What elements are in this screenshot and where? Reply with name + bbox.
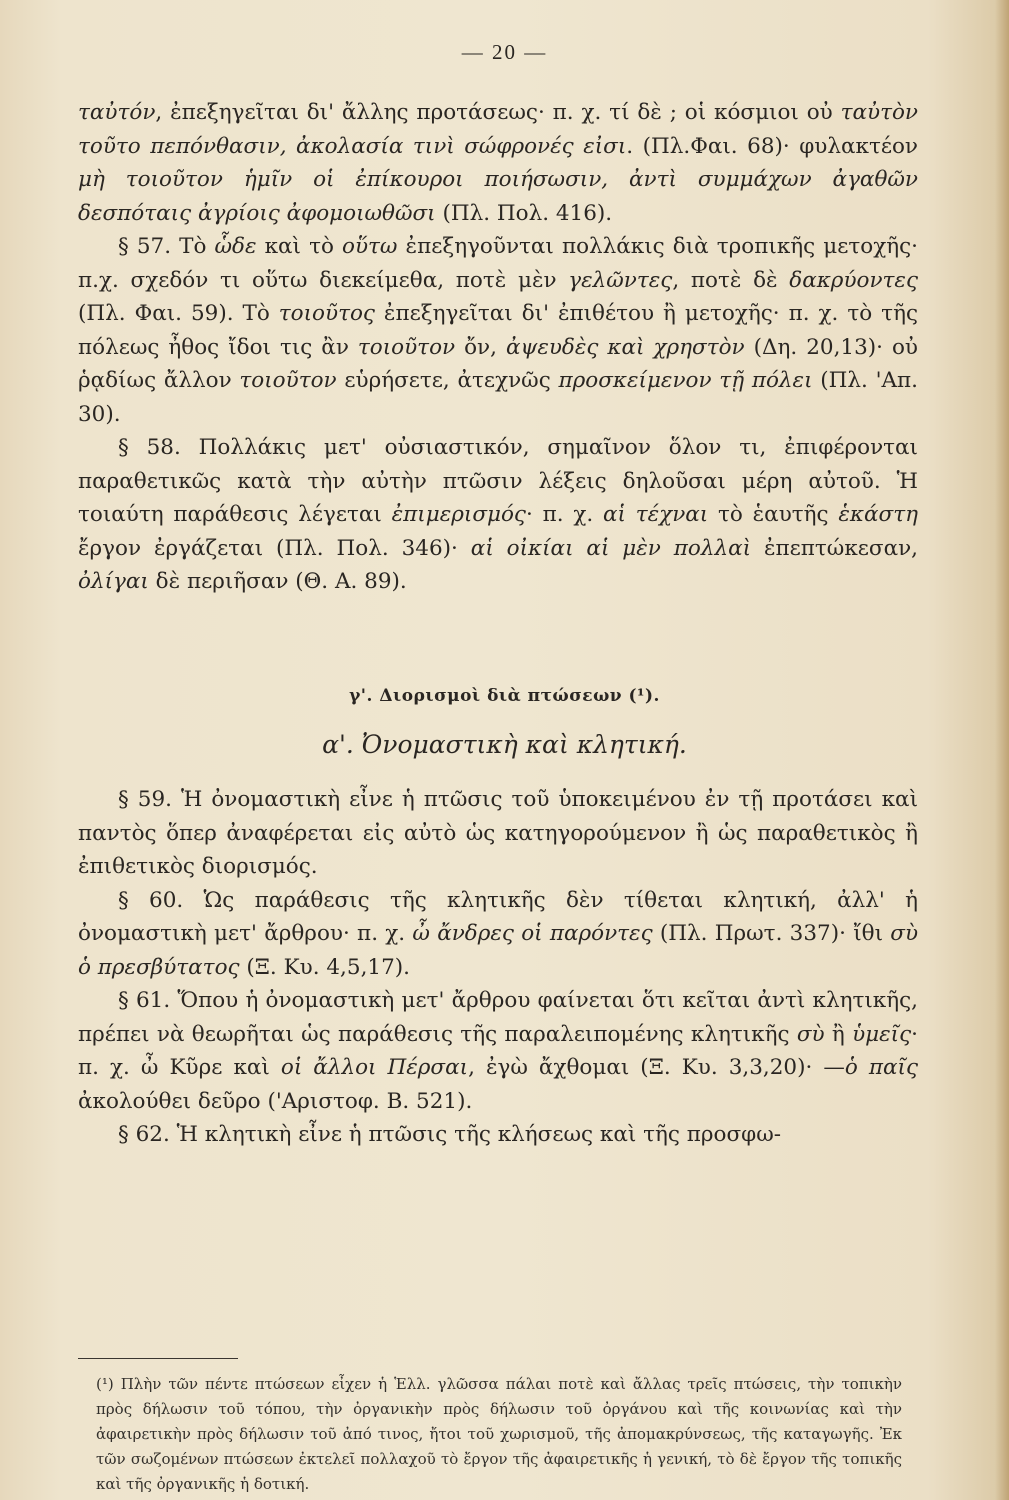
text-span: (Πλ. Πολ. 416). [435, 200, 613, 226]
text-span: . (Πλ.Φαι. 68)· φυλακτέον [626, 133, 918, 159]
text-span: εὑρήσετε, ἀτεχνῶς [336, 368, 559, 393]
text-span: § 59. Ἡ ὀνομαστικὴ εἶνε ἡ πτῶσις τοῦ ὑποκειμένου ἐν τῇ προτάσει καὶ παντὸς ὅπερ ἀναφέρεται εἰς αὐτὸ ὡς κατηγορούμενον ἢ ὡς παραθετικὸς ἢ ἐπιθετικὸς διορισμός. [78, 787, 918, 879]
text-span: ὁ παῖς [844, 1055, 918, 1080]
text-span: (Πλ. Φαι. 59). Τὸ [78, 301, 279, 326]
text-span: καὶ τὸ [256, 234, 343, 259]
text-span: ἢ [824, 1021, 853, 1047]
text-span: ἐπεξηγεῖται δι' ἐπιθέτου ἢ μετοχῆς· π. χ. τὸ τῆς πόλεως ἦθος ἴδοι τις ἂν [78, 301, 918, 360]
text-span: , ἐπεξηγεῖται δι' ἄλλης προτάσεως· π. χ. τί δὲ ; οἱ κόσμιοι οὐ [155, 100, 841, 125]
text-span: οἱ ἄλλοι Πέρσαι [280, 1055, 469, 1080]
text-span: μὴ τοιοῦτον ἡμῖν οἱ ἐπίκουροι ποιήσωσιν, ἀντὶ συμμάχων ἀγαθῶν δεσπόταις ἀγρίοις ἀφομοιωθῶσι [78, 167, 918, 226]
text-span: · π. χ. [525, 502, 603, 527]
text-span: § 62. Ἡ κλητικὴ εἶνε ἡ πτῶσις τῆς κλήσεως καὶ τῆς προσφω- [118, 1122, 781, 1147]
section-heading-small: γ'. Διορισμοὶ διὰ πτώσεων (¹). [349, 686, 660, 706]
text-span: (Δη. 20,13)· οὐ ῥᾳδίως ἄλλον [78, 334, 918, 393]
text-span: οὕτω [342, 234, 398, 259]
footnote [96, 1372, 902, 1497]
text-span: ἐπεξηγοῦνται πολλάκις διὰ τροπικῆς μετοχῆς· π.χ. σχεδόν τι οὕτω διεκείμεθα, ποτὲ μὲν [78, 234, 918, 293]
text-span: τὸ ἑαυτῆς [708, 502, 839, 527]
text-span: ὄν, [455, 334, 506, 360]
paragraph-61 [78, 984, 918, 1118]
text-span: τοιοῦτον [357, 334, 456, 360]
text-span: ἑκάστη [838, 502, 918, 527]
paragraph-56-continuation [78, 96, 918, 230]
text-span: , ποτὲ δὲ [672, 267, 790, 293]
text-span: (Πλ. Πρωτ. 337)· ἴθι [652, 921, 891, 946]
text-span: τοιοῦτος [278, 301, 375, 326]
text-span: δακρύοντες [789, 267, 919, 293]
page-number: — 20 — [461, 40, 548, 64]
text-span: ἀψευδὲς καὶ χρηστὸν [505, 334, 745, 360]
footnote-rule [78, 1358, 238, 1359]
text-span: αἱ οἰκίαι αἱ μὲν πολλαὶ [470, 535, 752, 561]
body-text-upper [78, 96, 918, 599]
footnote-text: (¹) Πλὴν τῶν πέντε πτώσεων εἶχεν ἡ Ἑλλ. γλῶσσα πάλαι ποτὲ καὶ ἄλλας τρεῖς πτώσεις, τὴν τοπικὴν πρὸς δήλωσιν τοῦ τόπου, τὴν ὀργανικὴν πρὸς δήλωσιν τοῦ ὀργάνου καὶ τῆς κοινωνίας καὶ τὴν ἀφαιρετικὴν πρὸς δήλωσιν τοῦ ἀπό τινος, ἤτοι τοῦ χωρισμοῦ, τῆς ἀπομακρύνσεως, τῆς καταγωγῆς. Ἐκ τῶν σωζομένων πτώσεων ἐκτελεῖ πολλαχοῦ τὸ ἔργον τῆς ἀφαιρετικῆς ἡ γενική, τὸ δὲ ἔργον τῆς τοπικῆς καὶ τῆς ὀργανικῆς ἡ δοτική. [96, 1375, 902, 1493]
paragraph-59 [78, 783, 918, 884]
text-span: § 60. Ὡς παράθεσις τῆς κλητικῆς δὲν τίθεται κλητική, ἀλλ' ἡ ὀνομαστικὴ μετ' ἄρθρου· π. χ. [78, 887, 918, 946]
text-span: ὦ ἄνδρες οἱ παρόντες [412, 921, 653, 946]
section-heading-large: α'. Ὀνομαστικὴ καὶ κλητική. [322, 730, 687, 759]
paragraph-58 [78, 431, 918, 599]
text-span: σὺ ὁ πρεσβύτατος [78, 921, 919, 980]
text-span: § 61. Ὅπου ἡ ὀνομαστικὴ μετ' ἄρθρου φαίνεται ὅτι κεῖται ἀντὶ κλητικῆς, πρέπει νὰ θεωρῆται ὡς παράθεσις τῆς παραλειπομένης κλητικῆς [78, 988, 918, 1047]
text-span: αἱ τέχναι [603, 502, 709, 527]
text-span: (Πλ. 'Απ. 30). [78, 368, 919, 427]
paragraph-57 [78, 230, 918, 431]
text-span: ὀλίγαι [78, 569, 149, 594]
text-span: § 57. Τὸ [118, 234, 215, 259]
text-span: § 58. Πολλάκις μετ' οὐσιαστικόν, σημαῖνον ὅλον τι, ἐπιφέρονται παραθετικῶς κατὰ τὴν αὐτὴν πτῶσιν λέξεις δηλοῦσαι μέρη αὐτοῦ. Ἡ τοιαύτη παράθεσις λέγεται [78, 435, 918, 527]
text-span: ἐπεπτώκεσαν, [751, 535, 918, 561]
text-span: ὧδε [214, 234, 257, 259]
text-span: ἐπιμερισμός [391, 502, 526, 527]
text-span: ταὐτὸν τοῦτο πεπόνθασιν, ἀκολασία τινὶ σώφρονές εἰσι [78, 100, 918, 159]
text-span: (Ξ. Κυ. 4,5,17). [239, 954, 410, 980]
text-span: ἀκολούθει δεῦρο ('Αριστοφ. Β. 521). [78, 1088, 473, 1114]
text-span: , ἐγὼ ἄχθομαι (Ξ. Κυ. 3,3,20)· — [468, 1055, 845, 1080]
text-span: προσκείμενον τῇ πόλει [558, 368, 813, 393]
text-span: · π. χ. ὦ Κῦρε καὶ [78, 1021, 918, 1080]
text-span: ὑμεῖς [852, 1021, 912, 1047]
text-span: σὺ [796, 1021, 825, 1047]
text-span: τοιοῦτον [239, 368, 337, 393]
text-span: ταὐτόν [78, 100, 156, 125]
text-span: γελῶντες [568, 267, 673, 293]
body-text-lower [78, 783, 918, 1152]
paragraph-62 [78, 1118, 918, 1152]
text-span: δὲ περιῆσαν (Θ. Α. 89). [148, 569, 407, 594]
paragraph-60 [78, 884, 918, 985]
text-span: ἔργον ἐργάζεται (Πλ. Πολ. 346)· [78, 535, 471, 561]
